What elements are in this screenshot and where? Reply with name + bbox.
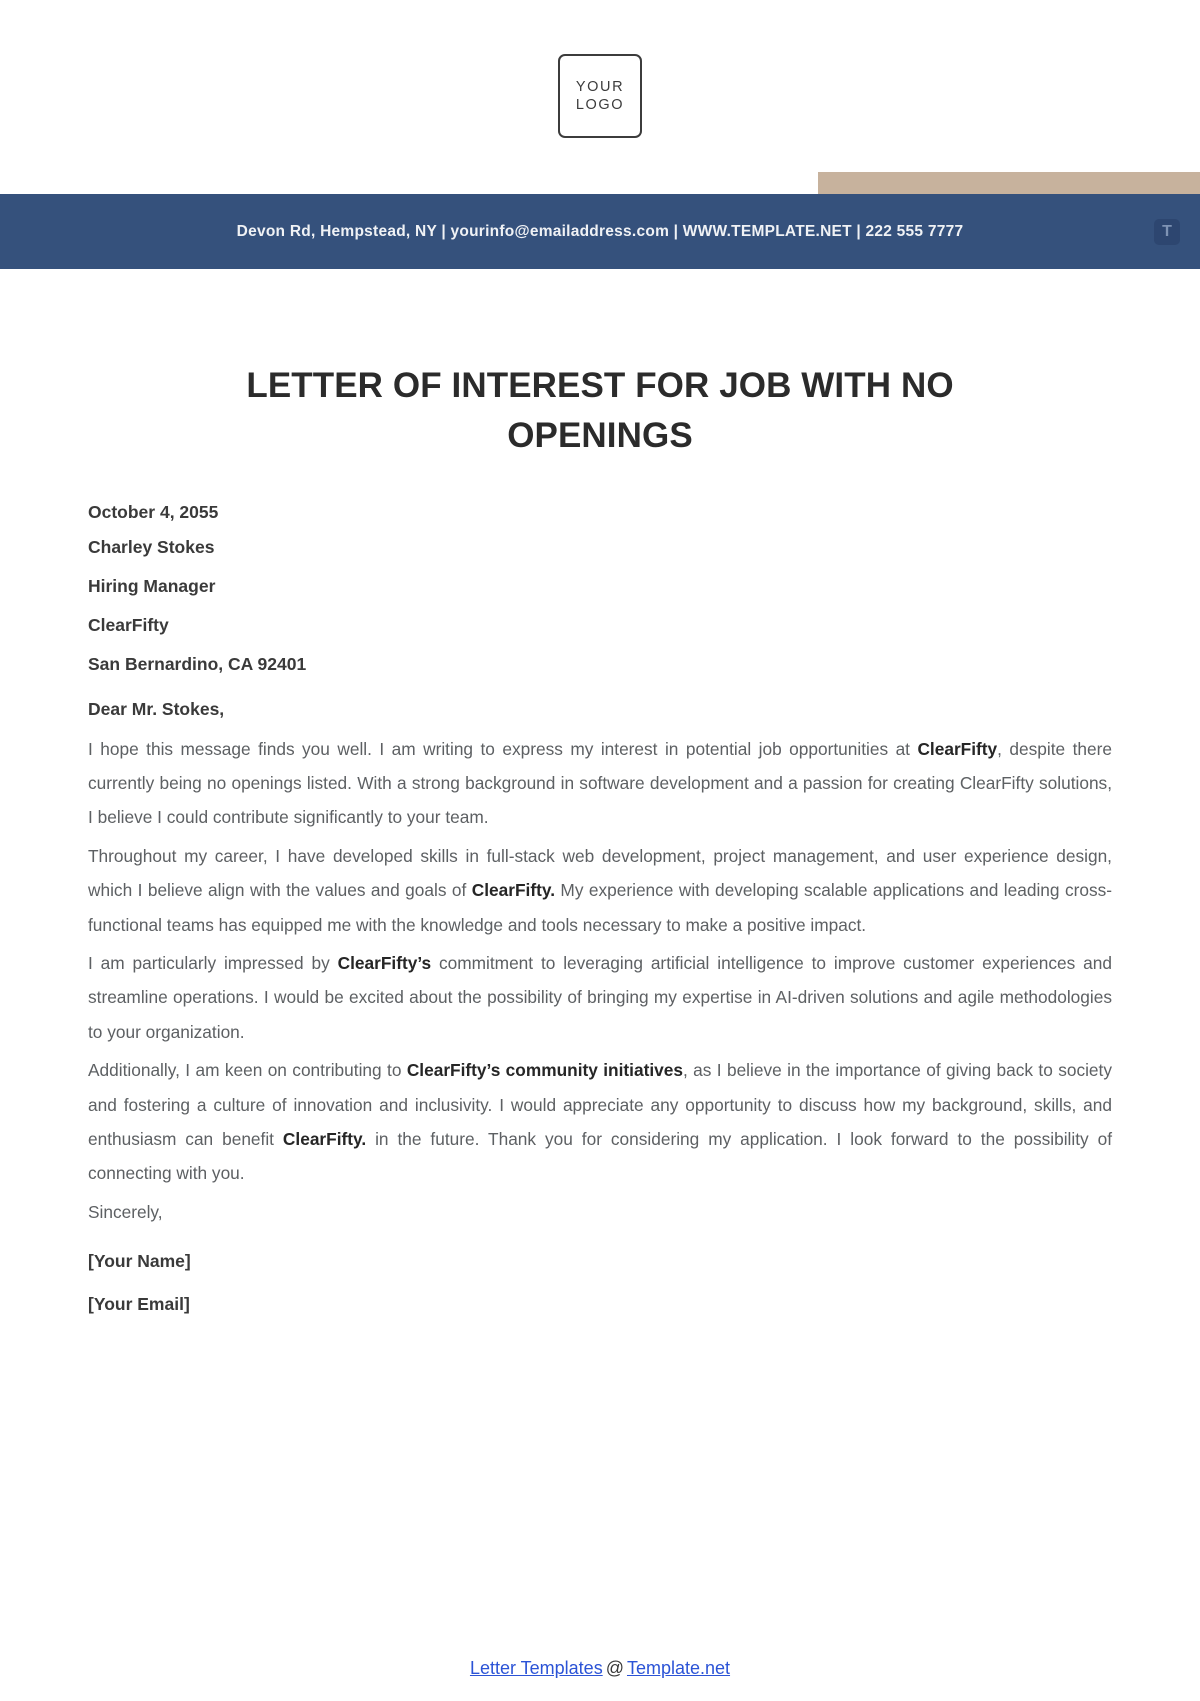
template-net-link[interactable]: Template.net: [626, 1658, 731, 1678]
page-title: LETTER OF INTEREST FOR JOB WITH NO OPENINGS: [246, 366, 954, 455]
p1-part-a: I hope this message finds you well. I am writing to express my interest in potential job opportunities at: [88, 738, 918, 759]
logo-line-2: LOGO: [575, 97, 625, 113]
p4-part-c: , as I believe in the importance of giving back to society and fostering a culture of innovation and inclusivity. I would appreciate any opportunity to discuss how my background, skills, and enthusiasm can benefit: [88, 1060, 1112, 1150]
recipient-company: ClearFifty: [88, 614, 169, 635]
p4-part-a: Additionally, I am keen on contributing to: [88, 1060, 407, 1081]
body-paragraph-3: [88, 946, 1112, 1049]
body-paragraph-1: [88, 732, 1112, 835]
contact-header-band: [0, 194, 1200, 269]
signature-email-placeholder: [Your Email]: [88, 1294, 190, 1315]
salutation: Dear Mr. Stokes,: [88, 698, 225, 719]
p3-company-bold: ClearFifty’s: [337, 953, 432, 974]
p3-part-a: I am particularly impressed by: [88, 953, 338, 974]
p1-company-bold: ClearFifty: [917, 738, 998, 759]
letter-meta-block: [88, 500, 1112, 676]
template-watermark-icon: T: [1154, 219, 1180, 245]
footer-separator: @: [605, 1658, 624, 1678]
body-paragraph-4: [88, 1053, 1112, 1191]
letter-date: October 4, 2055: [88, 502, 219, 523]
recipient-name: Charley Stokes: [88, 537, 215, 558]
p1-part-c: , despite there currently being no openings listed. With a strong background in software development and a passion for creating ClearFifty solutions, I believe I could contribute significantly to your team.: [88, 738, 1112, 828]
p2-part-c: My experience with developing scalable applications and leading cross-functional teams has equipped me with the knowledge and tools necessary to make a positive impact.: [88, 880, 1112, 935]
p2-company-bold: ClearFifty.: [471, 880, 555, 901]
p4-initiatives-bold: ClearFifty’s community initiatives: [406, 1060, 683, 1081]
footer-attribution: [0, 1658, 1200, 1679]
letter-templates-link[interactable]: Letter Templates: [469, 1658, 603, 1678]
letter-content: [0, 269, 1200, 1315]
p2-part-a: Throughout my career, I have developed skills in full-stack web development, project management, and user experience design, which I believe align with the values and goals of: [88, 845, 1112, 901]
contact-info-text: Devon Rd, Hempstead, NY | yourinfo@emailaddress.com | WWW.TEMPLATE.NET | 222 555 7777: [236, 222, 964, 240]
p4-company-bold: ClearFifty.: [282, 1129, 367, 1150]
recipient-location: San Bernardino, CA 92401: [88, 653, 307, 674]
recipient-title: Hiring Manager: [88, 576, 216, 597]
logo-placeholder-icon: [558, 54, 642, 138]
signature-name-placeholder: [Your Name]: [88, 1251, 191, 1272]
logo-header-area: [0, 0, 1200, 192]
p3-part-c: commitment to leveraging artificial intelligence to improve customer experiences and streamline operations. I would be excited about the possibility of bringing my expertise in AI-driven solutions and agile methodologies to your organization.: [88, 953, 1112, 1042]
logo-line-1: YOUR: [575, 78, 625, 95]
closing-line: Sincerely,: [88, 1201, 163, 1222]
p4-part-e: in the future. Thank you for considering my application. I look forward to the possibility of connecting with you.: [88, 1129, 1113, 1184]
accent-strip: [818, 172, 1200, 196]
body-paragraph-2: [88, 839, 1112, 942]
